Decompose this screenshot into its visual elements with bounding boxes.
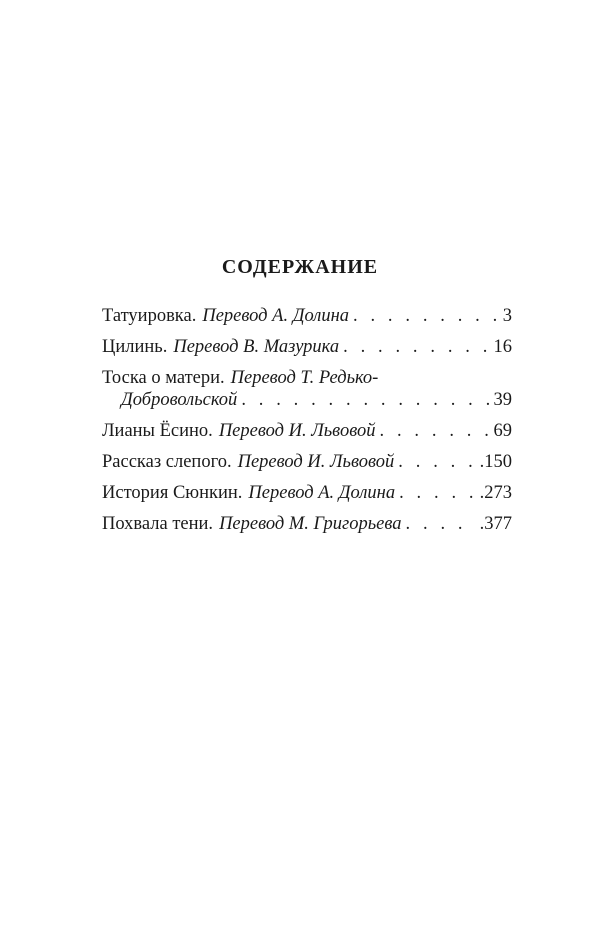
page-number: 16 (493, 337, 512, 357)
page-number: .377 (479, 514, 512, 534)
toc-entry[interactable] (102, 367, 512, 411)
toc-line (102, 367, 512, 389)
translator-credit: Перевод А. Долина (202, 306, 350, 326)
dot-leader (241, 389, 489, 411)
story-title: Похвала тени. (102, 514, 214, 534)
translator-credit: Перевод Т. Редько- (230, 368, 379, 388)
translator-credit: Перевод М. Григорьева (219, 514, 402, 534)
toc-entry[interactable] (102, 305, 512, 327)
toc-line (102, 513, 512, 535)
page-number: 3 (502, 306, 512, 326)
translator-credit: Перевод И. Львовой (218, 421, 376, 441)
page-number: 69 (493, 421, 512, 441)
story-title: История Сюнкин. (102, 483, 243, 503)
page-number: 39 (493, 390, 512, 410)
toc-entry[interactable] (102, 513, 512, 535)
toc-line (102, 451, 512, 473)
dot-leader (399, 482, 476, 504)
toc-entry[interactable] (102, 451, 512, 473)
story-title: Тоска о матери. (102, 368, 225, 388)
translator-credit: Перевод И. Львовой (237, 452, 395, 472)
toc-entry[interactable] (102, 482, 512, 504)
page-number: .150 (479, 452, 512, 472)
dot-leader (398, 451, 475, 473)
page-number: .273 (479, 483, 512, 503)
story-title: Лианы Ёсино. (102, 421, 213, 441)
toc-line (102, 336, 512, 358)
toc-line-continued (102, 389, 512, 411)
translator-credit-continued: Добровольской (121, 390, 238, 410)
page-title: СОДЕРЖАНИЕ (221, 256, 379, 278)
table-of-contents (102, 305, 512, 544)
toc-entry[interactable] (102, 336, 512, 358)
story-title: Татуировка. (102, 306, 197, 326)
dot-leader (353, 305, 499, 327)
toc-line (102, 305, 512, 327)
translator-credit: Перевод А. Долина (248, 483, 396, 503)
dot-leader (406, 513, 476, 535)
translator-credit: Перевод В. Мазурика (173, 337, 340, 357)
toc-line (102, 420, 512, 442)
dot-leader (343, 336, 489, 358)
toc-line (102, 482, 512, 504)
story-title: Рассказ слепого. (102, 452, 232, 472)
story-title: Цилинь. (102, 337, 168, 357)
dot-leader (380, 420, 490, 442)
toc-entry[interactable] (102, 420, 512, 442)
